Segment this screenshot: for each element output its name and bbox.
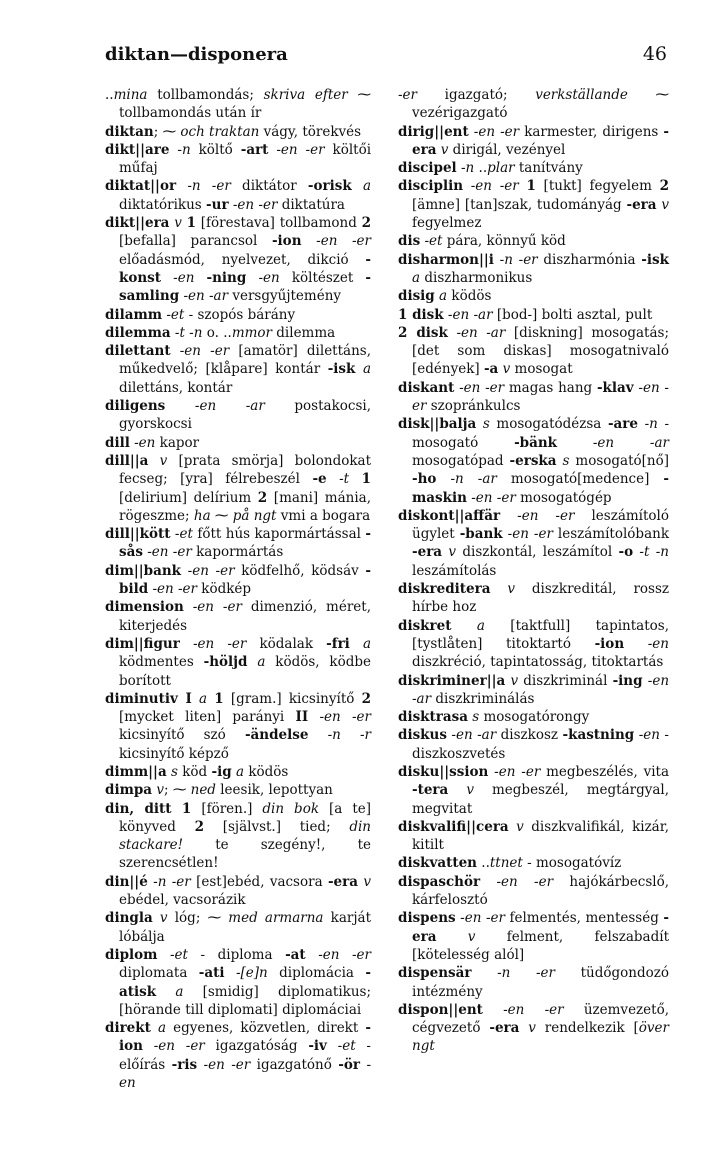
- dictionary-entry: dill||a v [prata smörja] bolondokat fecseg; [yra] félrebeszél -e -t 1 [delirium] delírium 2 [mani] mánia, rögeszme; ha ⁓ på ngt vmi a bogara: [105, 452, 371, 524]
- dictionary-entry: diligens -en -ar postakocsi, gyorskocsi: [105, 398, 371, 433]
- dictionary-entry: dim||bank -en -er ködfelhő, ködsáv -bild -en -er ködkép: [105, 562, 371, 598]
- dictionary-entry: diskus -en -ar diszkosz -kastning -en - diszkoszvetés: [398, 727, 669, 762]
- dictionary-entry: diminutiv I a 1 [gram.] kicsinyítő 2 [mycket liten] parányi II -en -er kicsinyítő szó -ändelse -n -r kicsinyítő képző: [105, 690, 371, 762]
- dictionary-entry: dis -et pára, könnyű köd: [398, 233, 566, 250]
- dictionary-entry: dikt||are -n költő -art -en -er költői műfaj: [105, 141, 372, 177]
- dictionary-entry: dispaschör -en -er hajókárbecslő, kárfelosztó: [398, 873, 669, 909]
- dictionary-entry: disk||balja s mosogatódézsa -are -n - mosogató -bänk -en -ar mosogatópad -erska s mosogató[nő] -ho -n -ar mosogató[medence] -maskin -en -er mosogatógép: [398, 416, 670, 506]
- dictionary-entry: diplom -et - diploma -at -en -er diplomata -ati -[e]n diplomácia -atisk a [smidig] diplomatikus; [hörande till diplomati] diplomáciai: [105, 946, 371, 1018]
- dictionary-entry: dirig||ent -en -er karmester, dirigens -era v dirigál, vezényel: [398, 123, 670, 158]
- dictionary-entry: dim||figur -en -er ködalak -fri a ködmentes -höljd a ködös, ködbe borított: [105, 635, 371, 689]
- dictionary-entry: dispensär -n -er tüdőgondozó intézmény: [398, 965, 669, 1000]
- dictionary-entry: direkt a egyenes, közvetlen, direkt -ion -en -er igazgatóság -iv -et - előírás -ris -en -er igazgatónő -ör -en: [105, 1020, 372, 1092]
- dictionary-entry: 2 disk -en -ar [diskning] mosogatás; [det som diskas] mosogatnivaló [edények] -a v mosogat: [398, 324, 669, 378]
- running-header: [105, 44, 667, 70]
- dictionary-entry: din, ditt 1 [fören.] din bok [a te] könyved 2 [självst.] tied; din stackare! te szegény!, te szerencsétlen!: [105, 800, 371, 872]
- dictionary-entry: diskant -en -er magas hang -klav -en -er szopránkulcs: [398, 379, 669, 415]
- dictionary-entry: dimension -en -er dimenzió, méret, kiterjedés: [105, 599, 371, 634]
- dictionary-entry: 1 disk -en -ar [bod-] bolti asztal, pult: [398, 306, 653, 323]
- dictionary-entry: dilemma -t -n o. ..mmor dilemma: [105, 324, 336, 341]
- dictionary-entry: diskvatten ..ttnet - mosogatóvíz: [398, 855, 622, 872]
- dictionary-entry: din||é -n -er [est]ebéd, vacsora -era v ebédel, vacsorázik: [105, 873, 371, 909]
- dictionary-entry: dispens -en -er felmentés, mentesség -era v felment, felszabadít [kötelesség alól]: [398, 910, 670, 963]
- dictionary-entry: dikt||era v 1 [förestava] tollbamond 2 [befalla] parancsol -ion -en -er előadásmód, nyelvezet, dikció -konst -en -ning -en költészet -samling -en -ar versgyűjtemény: [105, 215, 372, 305]
- page-number: 46: [642, 43, 667, 65]
- dictionary-entry: dimpa v; ⁓ ned leesik, lepottyan: [105, 782, 333, 799]
- dictionary-entry: diskreditera v diszkreditál, rossz hírbe hoz: [398, 581, 669, 616]
- dictionary-entry: diskont||affär -en -er leszámítoló ügylet -bank -en -er leszámítolóbank -era v diszkontál, leszámítol -o -t -n leszámítolás: [398, 507, 669, 579]
- dictionary-entry: -er igazgató; verkställande ⁓ vezérigazgató: [398, 87, 669, 122]
- right-column: [398, 86, 669, 1056]
- dictionary-entry: discipel -n ..plar tanítvány: [398, 160, 583, 177]
- dictionary-entry: diskriminer||a v diszkriminál -ing -en -ar diszkriminálás: [398, 672, 670, 707]
- dictionary-entry: dilettant -en -er [amatör] dilettáns, műkedvelő; [klåpare] kontár -isk a dilettáns, kontár: [105, 343, 371, 396]
- dictionary-entry: diktan; ⁓ och traktan vágy, törekvés: [105, 123, 362, 140]
- dictionary-entry: disktrasa s mosogatórongy: [398, 709, 590, 726]
- dictionary-entry: dill -en kapor: [105, 434, 200, 451]
- running-head-title: diktan—disponera: [105, 44, 288, 65]
- dictionary-entry: dimm||a s köd -ig a ködös: [105, 763, 289, 780]
- dictionary-entry: disharmon||i -n -er diszharmónia -isk a diszharmonikus: [398, 251, 669, 286]
- dictionary-entry: diktat||or -n -er diktátor -orisk a diktatórikus -ur -en -er diktatúra: [105, 178, 372, 213]
- dictionary-entry: dingla v lóg; ⁓ med armarna karját lóbálja: [105, 910, 372, 945]
- dictionary-entry: disku||ssion -en -er megbeszélés, vita -tera v megbeszél, megtárgyal, megvitat: [398, 763, 670, 817]
- dictionary-entry: diskret a [taktfull] tapintatos, [tystlåten] titoktartó -ion -en diszkréció, tapintatosság, titoktartás: [398, 617, 669, 671]
- dictionary-entry: disig a ködös: [398, 288, 492, 305]
- dictionary-entry: dilamm -et - szopós bárány: [105, 306, 296, 323]
- left-column: [105, 86, 371, 1092]
- dictionary-entry: disciplin -en -er 1 [tukt] fegyelem 2 [ämne] [tan]szak, tudományág -era v fegyelmez: [398, 178, 669, 232]
- dictionary-entry: diskvalifi||cera v diszkvalifikál, kizár, kitilt: [398, 818, 669, 854]
- dictionary-entry: ..mina tollbamondás; skriva efter ⁓ tollbamondás után ír: [105, 87, 371, 122]
- dictionary-entry: dill||kött -et főtt hús kapormártással -sås -en -er kapormártás: [105, 526, 371, 561]
- dictionary-entry: dispon||ent -en -er üzemvezető, cégvezető -era v rendelkezik [över ngt: [398, 1001, 669, 1055]
